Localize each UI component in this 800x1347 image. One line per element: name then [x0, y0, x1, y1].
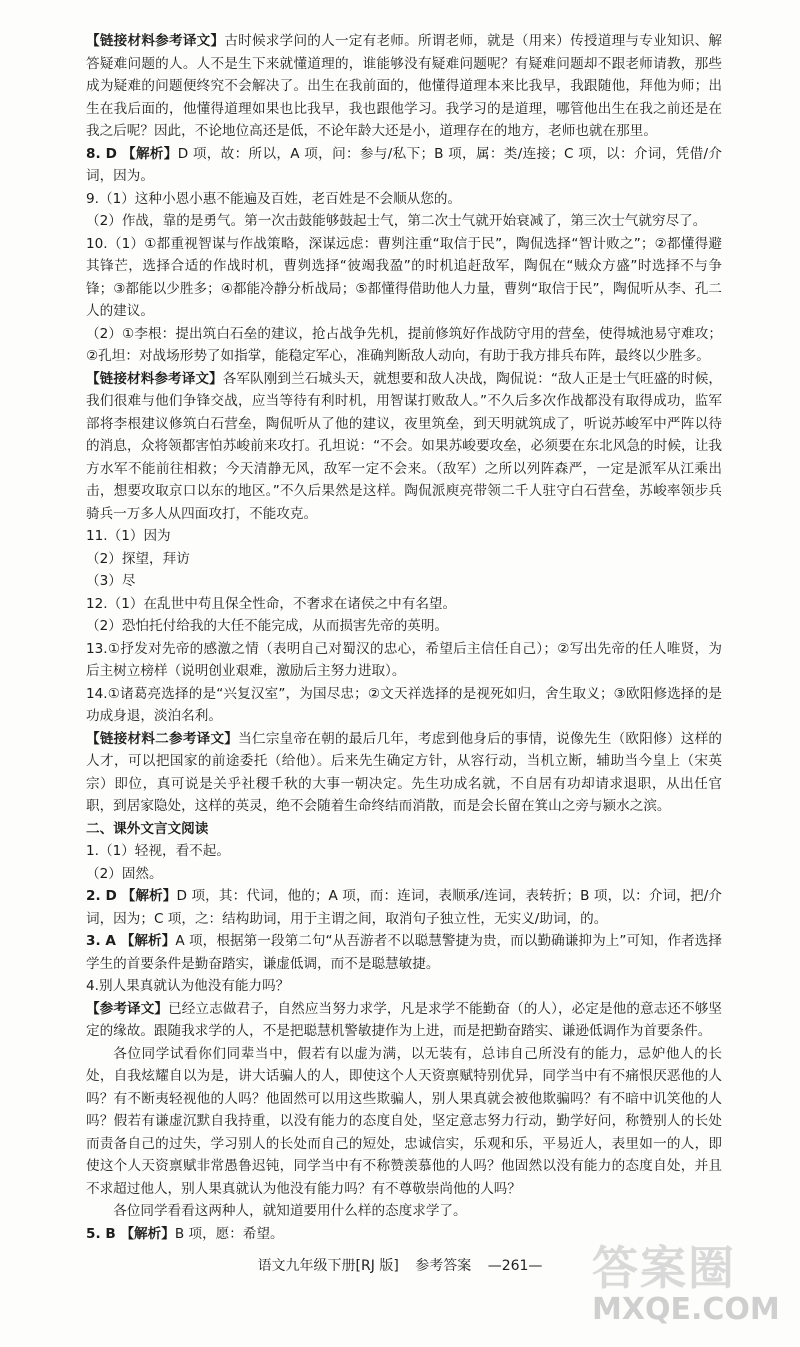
paragraph-text: （2）作战，靠的是勇气。第一次击鼓能够鼓起士气，第二次士气就开始衰减了，第三次士气就穷尽了。: [86, 213, 707, 229]
paragraph-tag: 8. D 【解析】: [86, 145, 178, 162]
paragraph-text: 当仁宗皇帝在朝的最后几年，考虑到他身后的事情，说像先生（欧阳修）这样的人才，可以把国家的前途委托（给他）。后来先生确定方针，从容行动，当机立断，辅助当今皇上（宋英宗）即位，真可说是关乎社稷千秋的大事一朝决定。先生功成名就，不自居有功却请求退职，从出任官职，到居家隐处，这样的英灵，绝不会随着生命终结而消散，而是会长留在箕山之旁与颍水之滨。: [86, 730, 723, 814]
footer-book-title: 语文九年级下册[RJ 版]: [257, 1258, 399, 1274]
paragraph-text: D 项，其：代词，他的；A 项，而：连词，表顺承/连词，表转折；B 项，以：介词，把/介词，因为；C 项，之：结构助词，用于主谓之间，取消句子独立性，无实义/助词，的。: [86, 888, 723, 927]
paragraph-text: 14.①诸葛亮选择的是“兴复汉室”，为国尽忠；②文天祥选择的是视死如归，舍生取义；③欧阳修选择的是功成身退，淡泊名利。: [86, 685, 722, 724]
paragraph-text: 各位同学看看这两种人，就知道要用什么样的态度求学了。: [113, 1203, 467, 1219]
answer-paragraph: [86, 615, 722, 638]
answer-paragraph: [86, 323, 722, 368]
paragraph-tag: 【链接材料二参考译文】: [86, 730, 239, 747]
answer-paragraph: [86, 683, 722, 728]
paragraph-text: （2）固然。: [86, 865, 163, 882]
footer-page-number: —261—: [487, 1258, 543, 1274]
answer-paragraph: [86, 1043, 722, 1201]
paragraph-text: 4.别人果真就认为他没有能力吗？: [86, 978, 290, 994]
paragraph-tag: 2. D 【解析】: [86, 888, 177, 904]
answer-paragraph: [86, 548, 722, 571]
answer-paragraph: [86, 930, 722, 975]
paragraph-text: 9.（1）这种小恩小惠不能遍及百姓，老百姓是不会顺从您的。: [86, 190, 462, 207]
watermark-url: MXQE.COM: [592, 1292, 780, 1327]
paragraph-tag: 【链接材料参考译文】: [86, 33, 225, 49]
answer-paragraph: [86, 975, 722, 998]
paragraph-text: 1.（1）轻视，看不起。: [86, 843, 230, 859]
answer-paragraph: [86, 188, 722, 211]
paragraph-text: 13.①抒发对先帝的感激之情（表明自己对蜀汉的忠心，希望后主信任自己）；②写出先帝的任人唯贤，为后主树立榜样（说明创业艰难，激励后主努力进取）。: [86, 640, 722, 679]
answer-paragraph: [86, 840, 722, 863]
answer-paragraph: [86, 998, 722, 1043]
paragraph-text: A 项，根据第一段第二句“从吾游者不以聪慧警捷为贵，而以勤确谦抑为上”可知，作者选择学生的首要条件是勤奋踏实，谦虚低调，而不是聪慧敏捷。: [86, 933, 722, 972]
paragraph-text: 古时候求学问的人一定有老师。所谓老师，就是（用来）传授道理与专业知识、解答疑难问题的人。人不是生下来就懂道理的，谁能够没有疑难问题呢？有疑难问题却不跟老师请教，那些成为疑难的问题便终究不会解决了。出生在我前面的，他懂得道理本来比我早，我跟随他，拜他为师；出生在我后面的，他懂得道理如果也比我早，我也跟他学习。我学习的是道理，哪管他出生在我之前还是在我之后呢？因此，不论地位高还是低，不论年龄大还是小，道理存在的地方，老师也就在那里。: [86, 33, 722, 139]
site-watermark: [592, 1232, 782, 1342]
answer-paragraph: [86, 233, 722, 323]
answer-paragraph: [86, 638, 722, 683]
paragraph-tag: 【参考译文】: [86, 1000, 169, 1017]
watermark-logo-text: 答案圈: [592, 1241, 736, 1295]
answer-paragraph: [86, 728, 722, 818]
footer-section-label: 参考答案: [415, 1258, 472, 1274]
section-heading: [86, 818, 722, 841]
paragraph-text: B 项，愿：希望。: [174, 1225, 284, 1242]
answer-paragraph: [86, 863, 722, 886]
paragraph-text: （2）恐怕托付给我的大任不能完成，从而损害先帝的英明。: [86, 618, 449, 634]
paragraph-text: D 项，故：所以，A 项，问：参与/私下；B 项，属：类/连接；C 项，以：介词，凭借/介词，因为。: [86, 145, 722, 184]
answer-paragraph: [86, 885, 722, 930]
paragraph-text: 二、课外文言文阅读: [86, 820, 209, 837]
paragraph-text: 各军队刚到兰石城头天，就想要和敌人决战，陶侃说：“敌人正是士气旺盛的时候，我们很难与他们争锋交战，应当等待有利时机，用智谋打败敌人。”不久后多次作战都没有取得成功，监军部将李根建议修筑白石营垒，陶侃听从了他的建议，夜里筑垒，到天明就筑成了，听说苏峻军中严阵以待的消息，众将领都害怕苏峻前来攻打。孔坦说：“不会。如果苏峻要攻垒，必须要在东北风急的时候，让我方水军不能前往相救；今天清静无风，敌军一定不会来。（敌军）之所以列阵森严，一定是派军从江乘出击，想要攻取京口以东的地区。”不久后果然是这样。陶侃派庾亮带领二千人驻守白石营垒，苏峻率领步兵骑兵一万多人从四面攻打，不能攻克。: [86, 370, 722, 522]
answer-page: [86, 30, 722, 1245]
answer-paragraph: [86, 210, 722, 233]
paragraph-text: 各位同学试看你们同辈当中，假若有以虚为满，以无装有，总讳自己所没有的能力，忌妒他人的长处，自我炫耀自以为是，讲大话骗人的人，即使这个人天资禀赋特别优异，同学当中有不痛恨厌恶他的人吗？有不断夷轻视他的人吗？他固然可以用这些欺骗人，别人果真就会被他欺骗吗？有不暗中讥笑他的人吗？假若有谦虚沉默自我持重，以没有能力的态度自处，坚定意志努力行动，勤学好问，称赞别人的长处而责备自己的过失，学习别人的长处而自己的短处，忠诚信实，乐观和乐，平易近人，表里如一的人，即使这个人天资禀赋非常愚鲁迟钝，同学当中有不称赞羡慕他的人吗？他固然以没有能力的态度自处，并且不求超过他人，别人果真就认为他没有能力吗？有不尊敬崇尚他的人吗？: [86, 1045, 722, 1197]
paragraph-text: （2）①李根：提出筑白石垒的建议，抢占战争先机，提前修筑好作战防守用的营垒，使得城池易守难攻；②孔坦：对战场形势了如指掌，能稳定军心，准确判断敌人动向，有助于我方排兵布阵，最终以少胜多。: [86, 325, 722, 364]
paragraph-text: （3）尽: [86, 573, 136, 589]
paragraph-text: 11.（1）因为: [86, 528, 171, 544]
paragraph-text: （2）探望，拜访: [86, 550, 190, 567]
answer-paragraph: [86, 368, 722, 526]
answer-paragraph: [86, 30, 722, 143]
paragraph-text: 已经立志做君子，自然应当努力求学，凡是求学不能勤奋（的人），必定是他的意志还不够坚定的缘故。跟随我求学的人，不是把聪慧机警敏捷作为上进，而是把勤奋踏实、谦逊低调作为首要条件。: [86, 1000, 723, 1039]
paragraph-tag: 5. B 【解析】: [86, 1225, 175, 1242]
paragraph-text: 10.（1）①都重视智谋与作战策略，深谋远虑：曹刿注重“取信于民”，陶侃选择“智计败之”；②都懂得避其锋芒，选择合适的作战时机，曹刿选择“彼竭我盈”的时机追赶敌军，陶侃在“贼众方盛”时选择不与争锋；③都能以少胜多；④都能冷静分析战局；⑤都懂得借助他人力量，曹刿“取信于民”，陶侃听从李、孔二人的建议。: [86, 235, 722, 319]
paragraph-tag: 【链接材料参考译文】: [86, 370, 223, 387]
answer-paragraph: [86, 593, 722, 616]
answer-paragraph: [86, 1200, 722, 1223]
paragraph-tag: 3. A 【解析】: [86, 933, 176, 949]
answer-paragraph: [86, 143, 722, 188]
answer-paragraph: [86, 525, 722, 548]
paragraph-text: 12.（1）在乱世中苟且保全性命，不奢求在诸侯之中有名望。: [86, 595, 457, 612]
answer-paragraph: [86, 570, 722, 593]
